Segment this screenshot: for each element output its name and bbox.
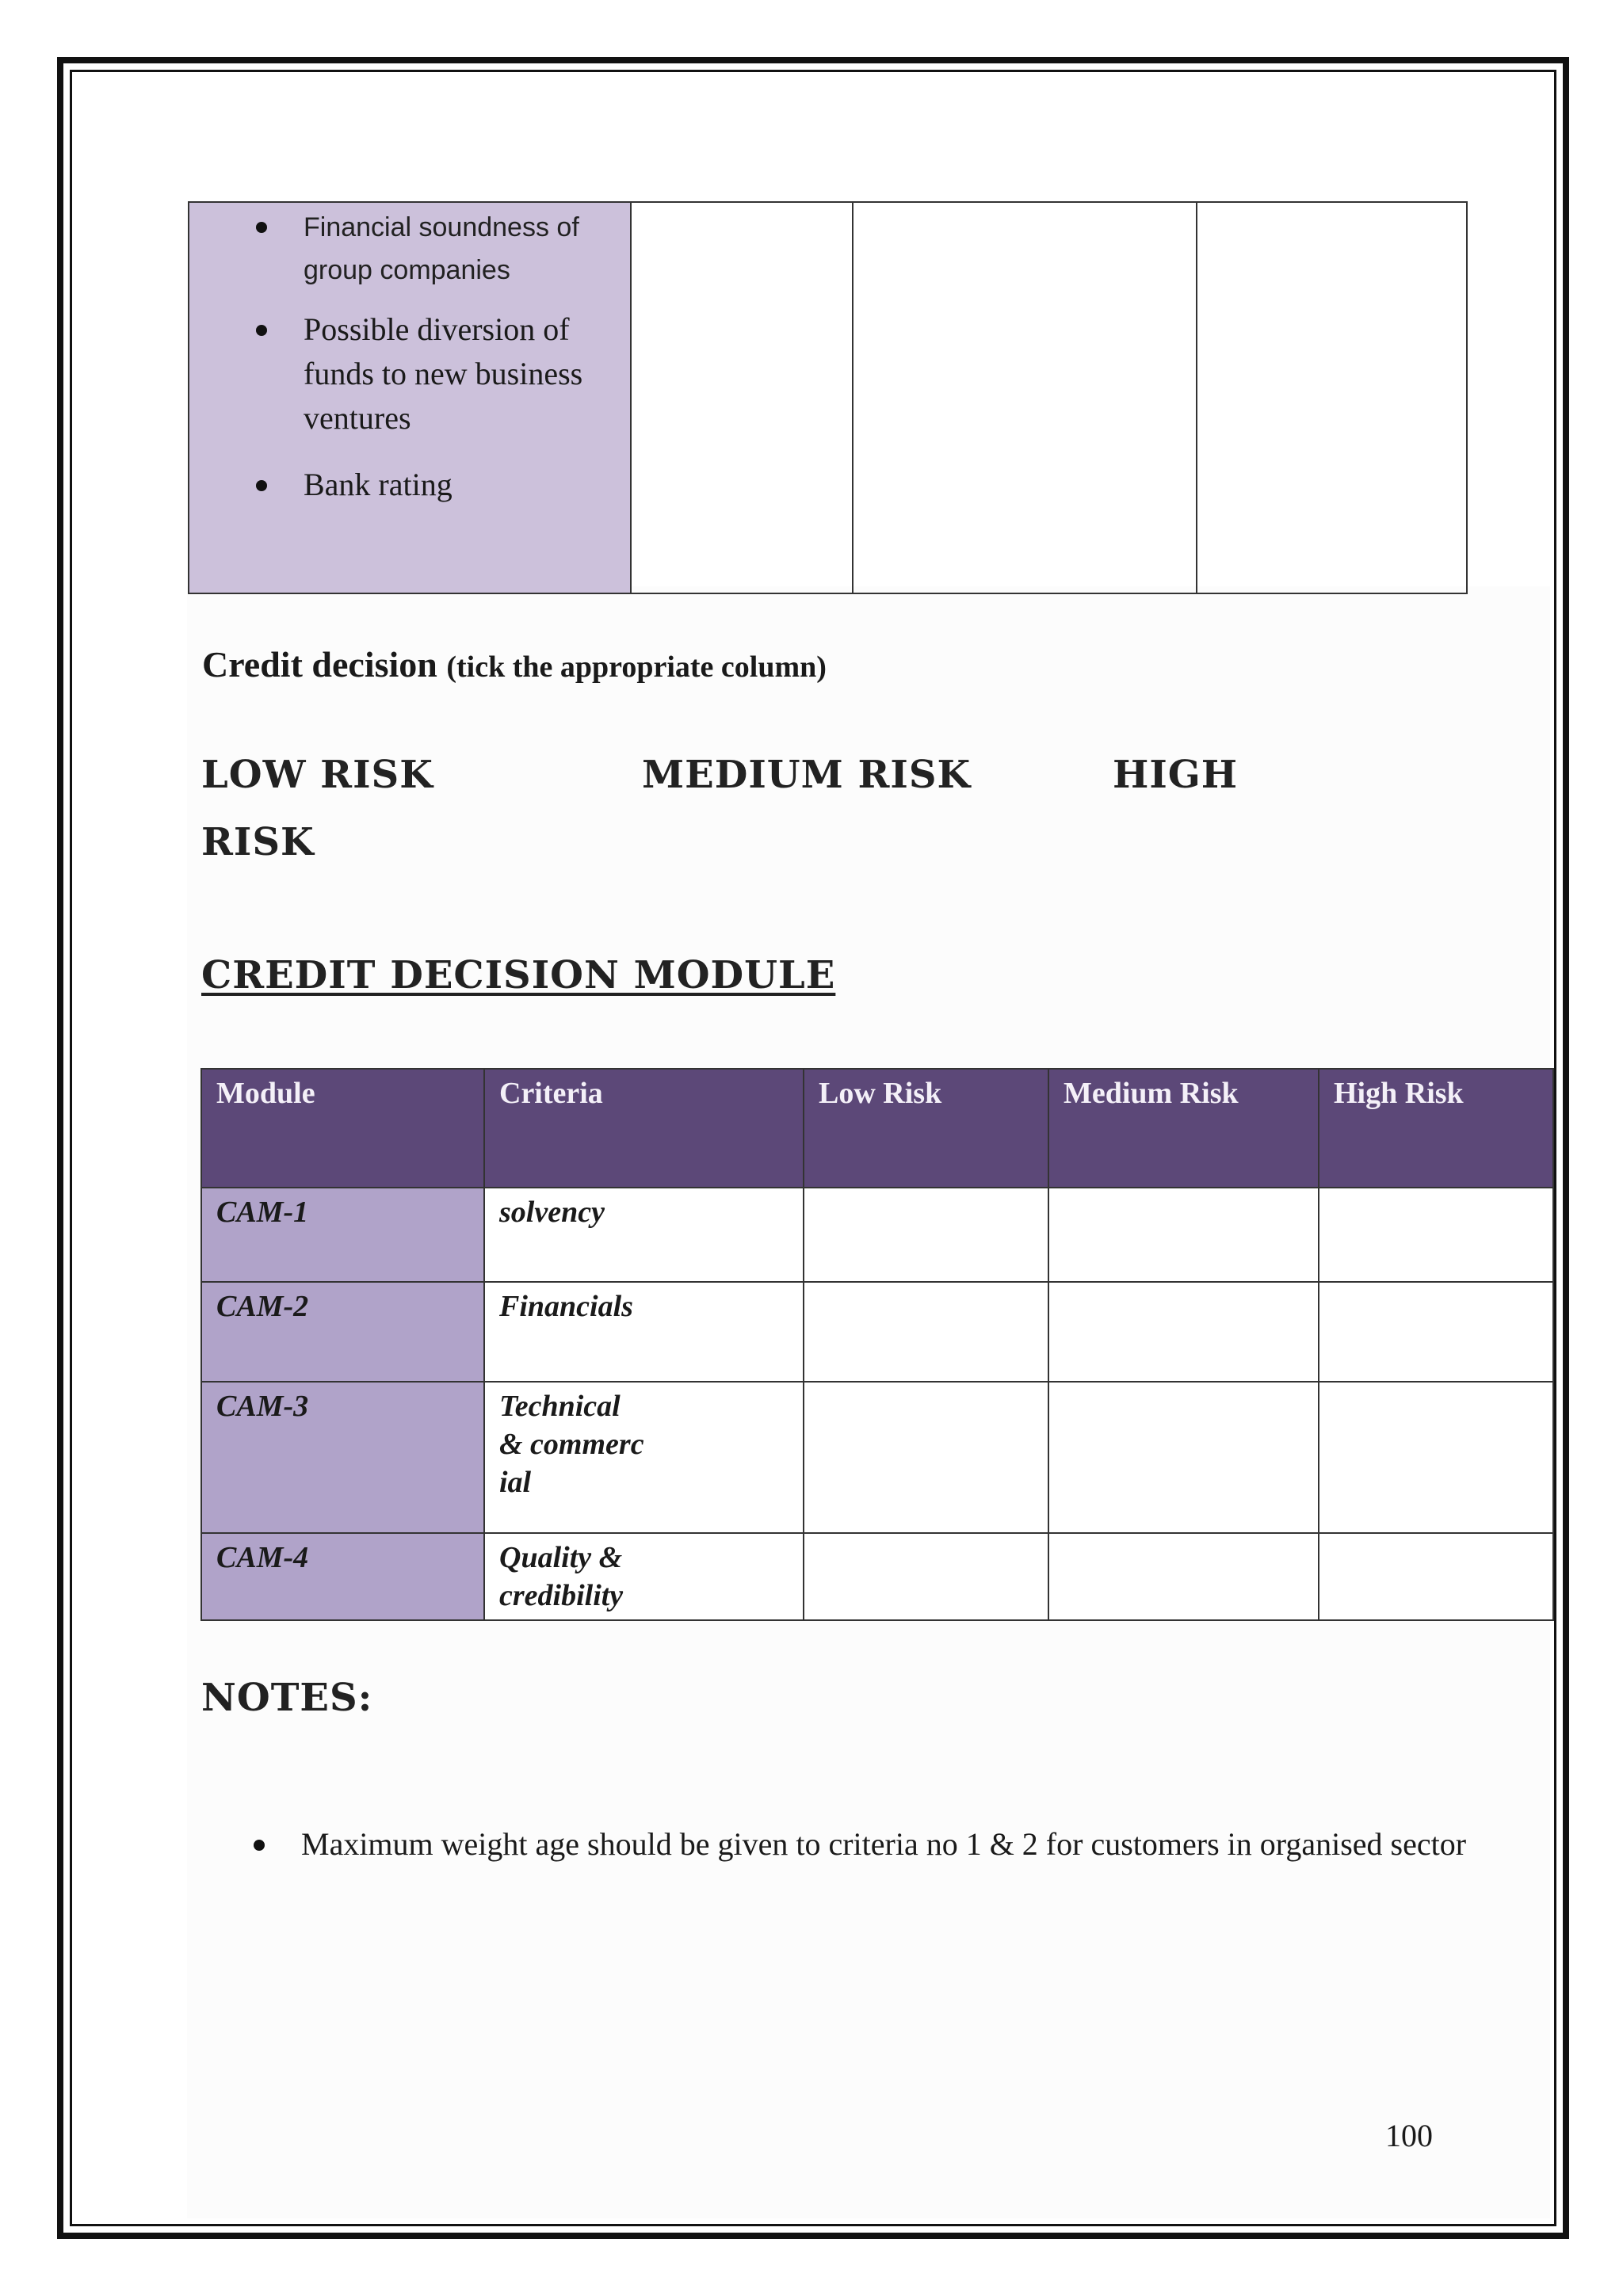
empty-cell[interactable]	[1197, 202, 1467, 593]
module-cell: CAM-3	[201, 1382, 484, 1533]
bullet-icon	[254, 1840, 265, 1851]
high-risk-option-continued: RISK	[201, 820, 315, 864]
list-item: Bank rating	[189, 463, 630, 507]
column-header-low-risk: Low Risk	[804, 1069, 1048, 1188]
column-header-medium-risk: Medium Risk	[1048, 1069, 1319, 1188]
notes-title: NOTES:	[201, 1676, 373, 1720]
risk-factors-table	[188, 201, 1468, 594]
medium-risk-tick-cell[interactable]	[1048, 1282, 1319, 1382]
module-cell: CAM-2	[201, 1282, 484, 1382]
list-item: Financial soundness of group companies	[189, 206, 630, 292]
bullet-icon	[256, 480, 267, 491]
criteria-cell: solvency	[484, 1188, 804, 1282]
criteria-cell	[484, 1382, 804, 1533]
page-number: 100	[1385, 2118, 1433, 2153]
table-row	[201, 1382, 1553, 1533]
medium-risk-tick-cell[interactable]	[1048, 1533, 1319, 1620]
column-header-high-risk: High Risk	[1319, 1069, 1553, 1188]
factors-cell	[189, 202, 631, 593]
table-header-row	[201, 1069, 1553, 1188]
table-row	[201, 1282, 1553, 1382]
low-risk-tick-cell[interactable]	[804, 1282, 1048, 1382]
module-cell: CAM-4	[201, 1533, 484, 1620]
low-risk-tick-cell[interactable]	[804, 1533, 1048, 1620]
credit-decision-instruction: (tick the appropriate column)	[446, 650, 827, 684]
module-section-title: CREDIT DECISION MODULE	[201, 953, 836, 997]
high-risk-option[interactable]: HIGH	[1113, 753, 1239, 797]
criteria-text: Technical & commercial	[499, 1390, 644, 1499]
module-cell: CAM-1	[201, 1188, 484, 1282]
empty-cell[interactable]	[853, 202, 1197, 593]
table-row	[189, 202, 1467, 593]
medium-risk-option[interactable]: MEDIUM RISK	[642, 753, 972, 797]
credit-decision-heading: Credit decision (tick the appropriate column)	[202, 644, 827, 685]
column-header-module: Module	[201, 1069, 484, 1188]
low-risk-tick-cell[interactable]	[804, 1382, 1048, 1533]
factor-list	[189, 203, 630, 507]
criteria-cell	[484, 1533, 804, 1620]
high-risk-tick-cell[interactable]	[1319, 1282, 1553, 1382]
high-risk-tick-cell[interactable]	[1319, 1188, 1553, 1282]
medium-risk-tick-cell[interactable]	[1048, 1382, 1319, 1533]
table-row	[201, 1188, 1553, 1282]
list-item: Possible diversion of funds to new business ventures	[189, 307, 630, 441]
high-risk-tick-cell[interactable]	[1319, 1382, 1553, 1533]
medium-risk-tick-cell[interactable]	[1048, 1188, 1319, 1282]
note-text: Maximum weight age should be given to criteria no 1 & 2 for customers in organised sector	[301, 1826, 1467, 1862]
bullet-icon	[256, 222, 267, 233]
bullet-icon	[256, 325, 267, 336]
low-risk-tick-cell[interactable]	[804, 1188, 1048, 1282]
table-row	[201, 1533, 1553, 1620]
credit-decision-module-table	[200, 1068, 1554, 1621]
empty-cell[interactable]	[631, 202, 853, 593]
criteria-cell: Financials	[484, 1282, 804, 1382]
high-risk-tick-cell[interactable]	[1319, 1533, 1553, 1620]
note-item	[254, 1814, 1490, 1875]
column-header-criteria: Criteria	[484, 1069, 804, 1188]
low-risk-option[interactable]: LOW RISK	[201, 753, 433, 797]
criteria-text: Quality & credibility	[499, 1541, 624, 1612]
